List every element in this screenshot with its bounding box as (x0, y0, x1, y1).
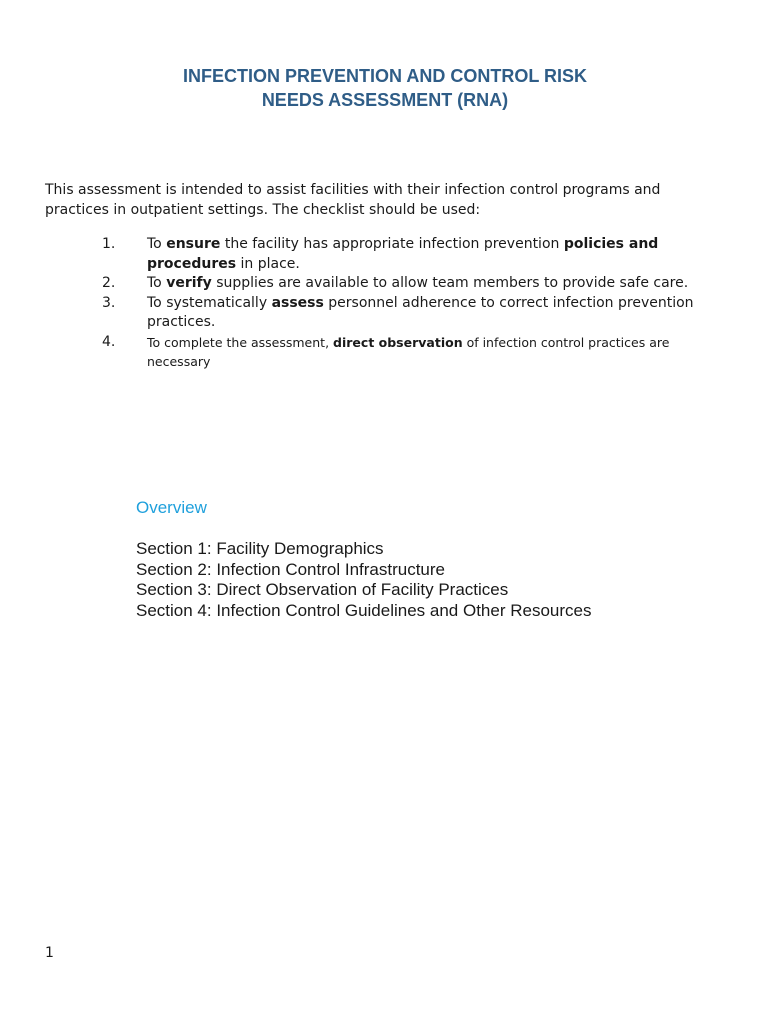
section-item: Section 1: Facility Demographics (136, 539, 384, 558)
checklist-purpose-list (45, 235, 725, 372)
list-text: personnel adherence to correct infection prevention practices. (147, 294, 694, 330)
title-line-1: INFECTION PREVENTION AND CONTROL RISK (182, 66, 587, 86)
list-item (45, 294, 725, 333)
overview-heading: Overview (136, 498, 207, 517)
list-text: To complete the assessment, (147, 334, 334, 350)
list-item (45, 274, 725, 294)
page-number: 1 (45, 945, 54, 961)
list-text: To systematically (147, 294, 272, 311)
list-bold-text: assess (271, 294, 324, 311)
list-bold-text: policies and procedures (147, 236, 659, 272)
intro-paragraph: This assessment is intended to assist facilities with their infection control programs and practices in outpatient settings. The checklist should be used: (45, 182, 661, 218)
section-item: Section 3: Direct Observation of Facility Practices (136, 580, 509, 599)
title-line-2: NEEDS ASSESSMENT (RNA) (261, 90, 509, 110)
list-text: To (147, 236, 167, 252)
list-text: in place. (236, 255, 300, 272)
section-item: Section 2: Infection Control Infrastructure (136, 559, 445, 579)
list-number: 3. (102, 294, 116, 311)
list-text: the facility has appropriate infection prevention (220, 236, 564, 252)
list-item (45, 333, 725, 372)
list-bold-text: direct observation (333, 334, 463, 350)
list-text: of infection control practices are necessary (147, 334, 670, 369)
list-item (45, 235, 725, 274)
list-bold-text: ensure (166, 236, 221, 252)
list-bold-text: verify (166, 275, 212, 291)
list-number: 4. (102, 333, 116, 350)
list-number: 1. (102, 236, 116, 252)
list-text: supplies are available to allow team members to provide safe care. (211, 275, 689, 291)
list-text: To (147, 275, 167, 291)
page-title (0, 64, 770, 112)
section-list (136, 539, 736, 621)
list-number: 2. (102, 275, 116, 291)
section-item: Section 4: Infection Control Guidelines and Other Resources (136, 600, 592, 620)
